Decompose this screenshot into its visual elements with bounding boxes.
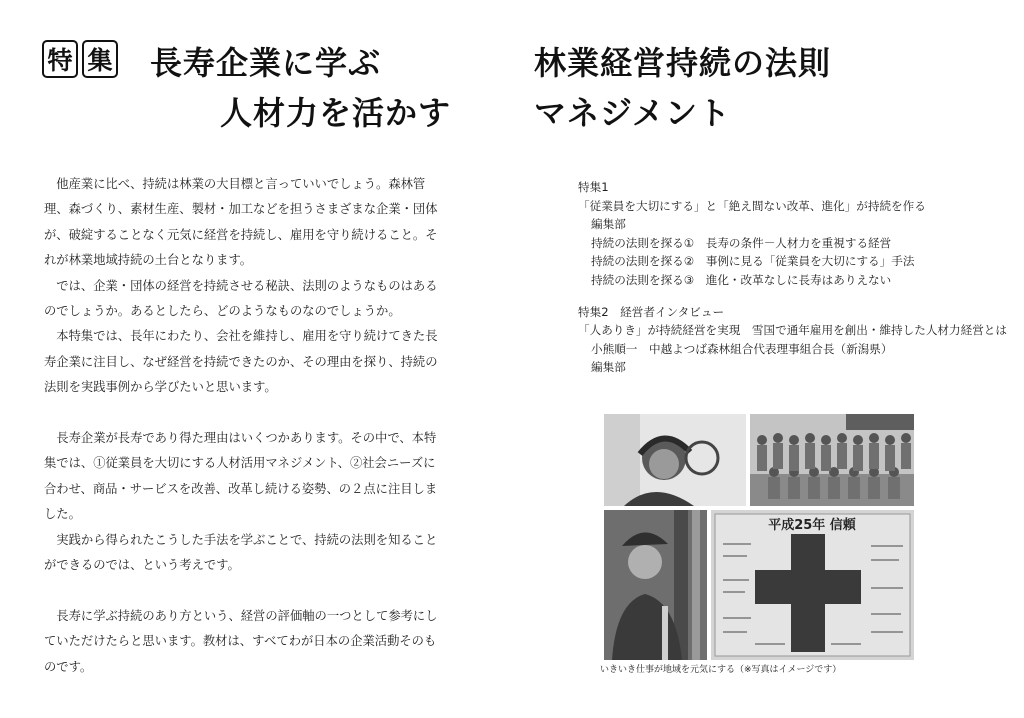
badge-toku: 特 (42, 40, 78, 78)
title-line1-right: 林業経営持続の法則 (534, 44, 832, 82)
photo-collage (604, 414, 914, 660)
intro-paragraph: では、企業・団体の経営を持続させる秘訣、法則のようなものはあるのでしょうか。あるとしたら、どのようなものなのでしょうか。 (44, 278, 438, 319)
toc-section2-author: 編集部 (591, 360, 626, 375)
toc-section2-label: 特集2 経営者インタビュー (578, 304, 725, 319)
intro-text (44, 172, 444, 680)
toc-item: 持続の法則を探る② 事例に見る「従業員を大切にする」手法 (591, 254, 915, 269)
toc-section1-label: 特集1 (578, 180, 609, 194)
intro-paragraph: 実践から得られたこうした手法を学ぶことで、持続の法則を知ることができるのでは、という考えです。 (44, 532, 438, 573)
title-line1-left: 長寿企業に学ぶ (150, 44, 382, 82)
feature-badges (42, 40, 118, 78)
intro-paragraph: 他産業に比べ、持続は林業の大目標と言っていいでしょう。森林管理、森づくり、素材生産、製材・加工などを担うさまざまな企業・団体が、破綻することなく元気に経営を持続し、雇用を守り続けること。それが林業地域持続の土台となります。 (44, 177, 438, 268)
toc-section2-person: 小熊順一 中越よつば森林組合代表理事組合長（新潟県） (591, 341, 893, 356)
toc-item: 持続の法則を探る③ 進化・改革なしに長寿はありえない (591, 272, 892, 287)
table-of-contents (578, 178, 1008, 377)
photo-message-board (711, 510, 914, 660)
badge-shu: 集 (82, 40, 118, 78)
intro-paragraph: 長寿に学ぶ持続のあり方という、経営の評価軸の一つとして参考にしていただけたらと思います。教材は、すべてわが日本の企業活動そのものです。 (44, 608, 438, 674)
intro-paragraph: 長寿企業が長寿であり得た理由はいくつかあります。その中で、本特集では、①従業員を大切にする人材活用マネジメント、②社会ニーズに合わせ、商品・サービスを改善、改革し続ける姿勢、の２点に注目しました。 (44, 431, 438, 522)
title-line2-left: 人材力を活かす (220, 94, 452, 132)
board-heading: 平成25年 信頼 (768, 518, 856, 533)
intro-paragraph: 本特集では、長年にわたり、会社を維持し、雇用を守り続けてきた長寿企業に注目し、なぜ経営を持続できたのか、その理由を探り、持続の法則を実践事例から学びたいと思います。 (44, 329, 438, 395)
photo-group (750, 414, 914, 506)
title-line2-right: マネジメント (534, 94, 732, 132)
toc-item: 持続の法則を探る① 長寿の条件－人材力を重視する経営 (591, 235, 892, 250)
feature-header (42, 36, 1002, 136)
photo-caption: いきいき仕事が地域を元気にする（※写真はイメージです） (600, 665, 842, 675)
toc-section2-title: 「人ありき」が持続経営を実現 雪国で通年雇用を創出・維持した人材力経営とは (578, 323, 1007, 338)
photo-forest-worker (604, 510, 707, 660)
toc-section1-title: 「従業員を大切にする」と「絶え間ない改革、進化」が持続を作る (578, 198, 926, 213)
photo-worker-helmet (604, 414, 746, 506)
toc-section1-author: 編集部 (591, 217, 626, 232)
